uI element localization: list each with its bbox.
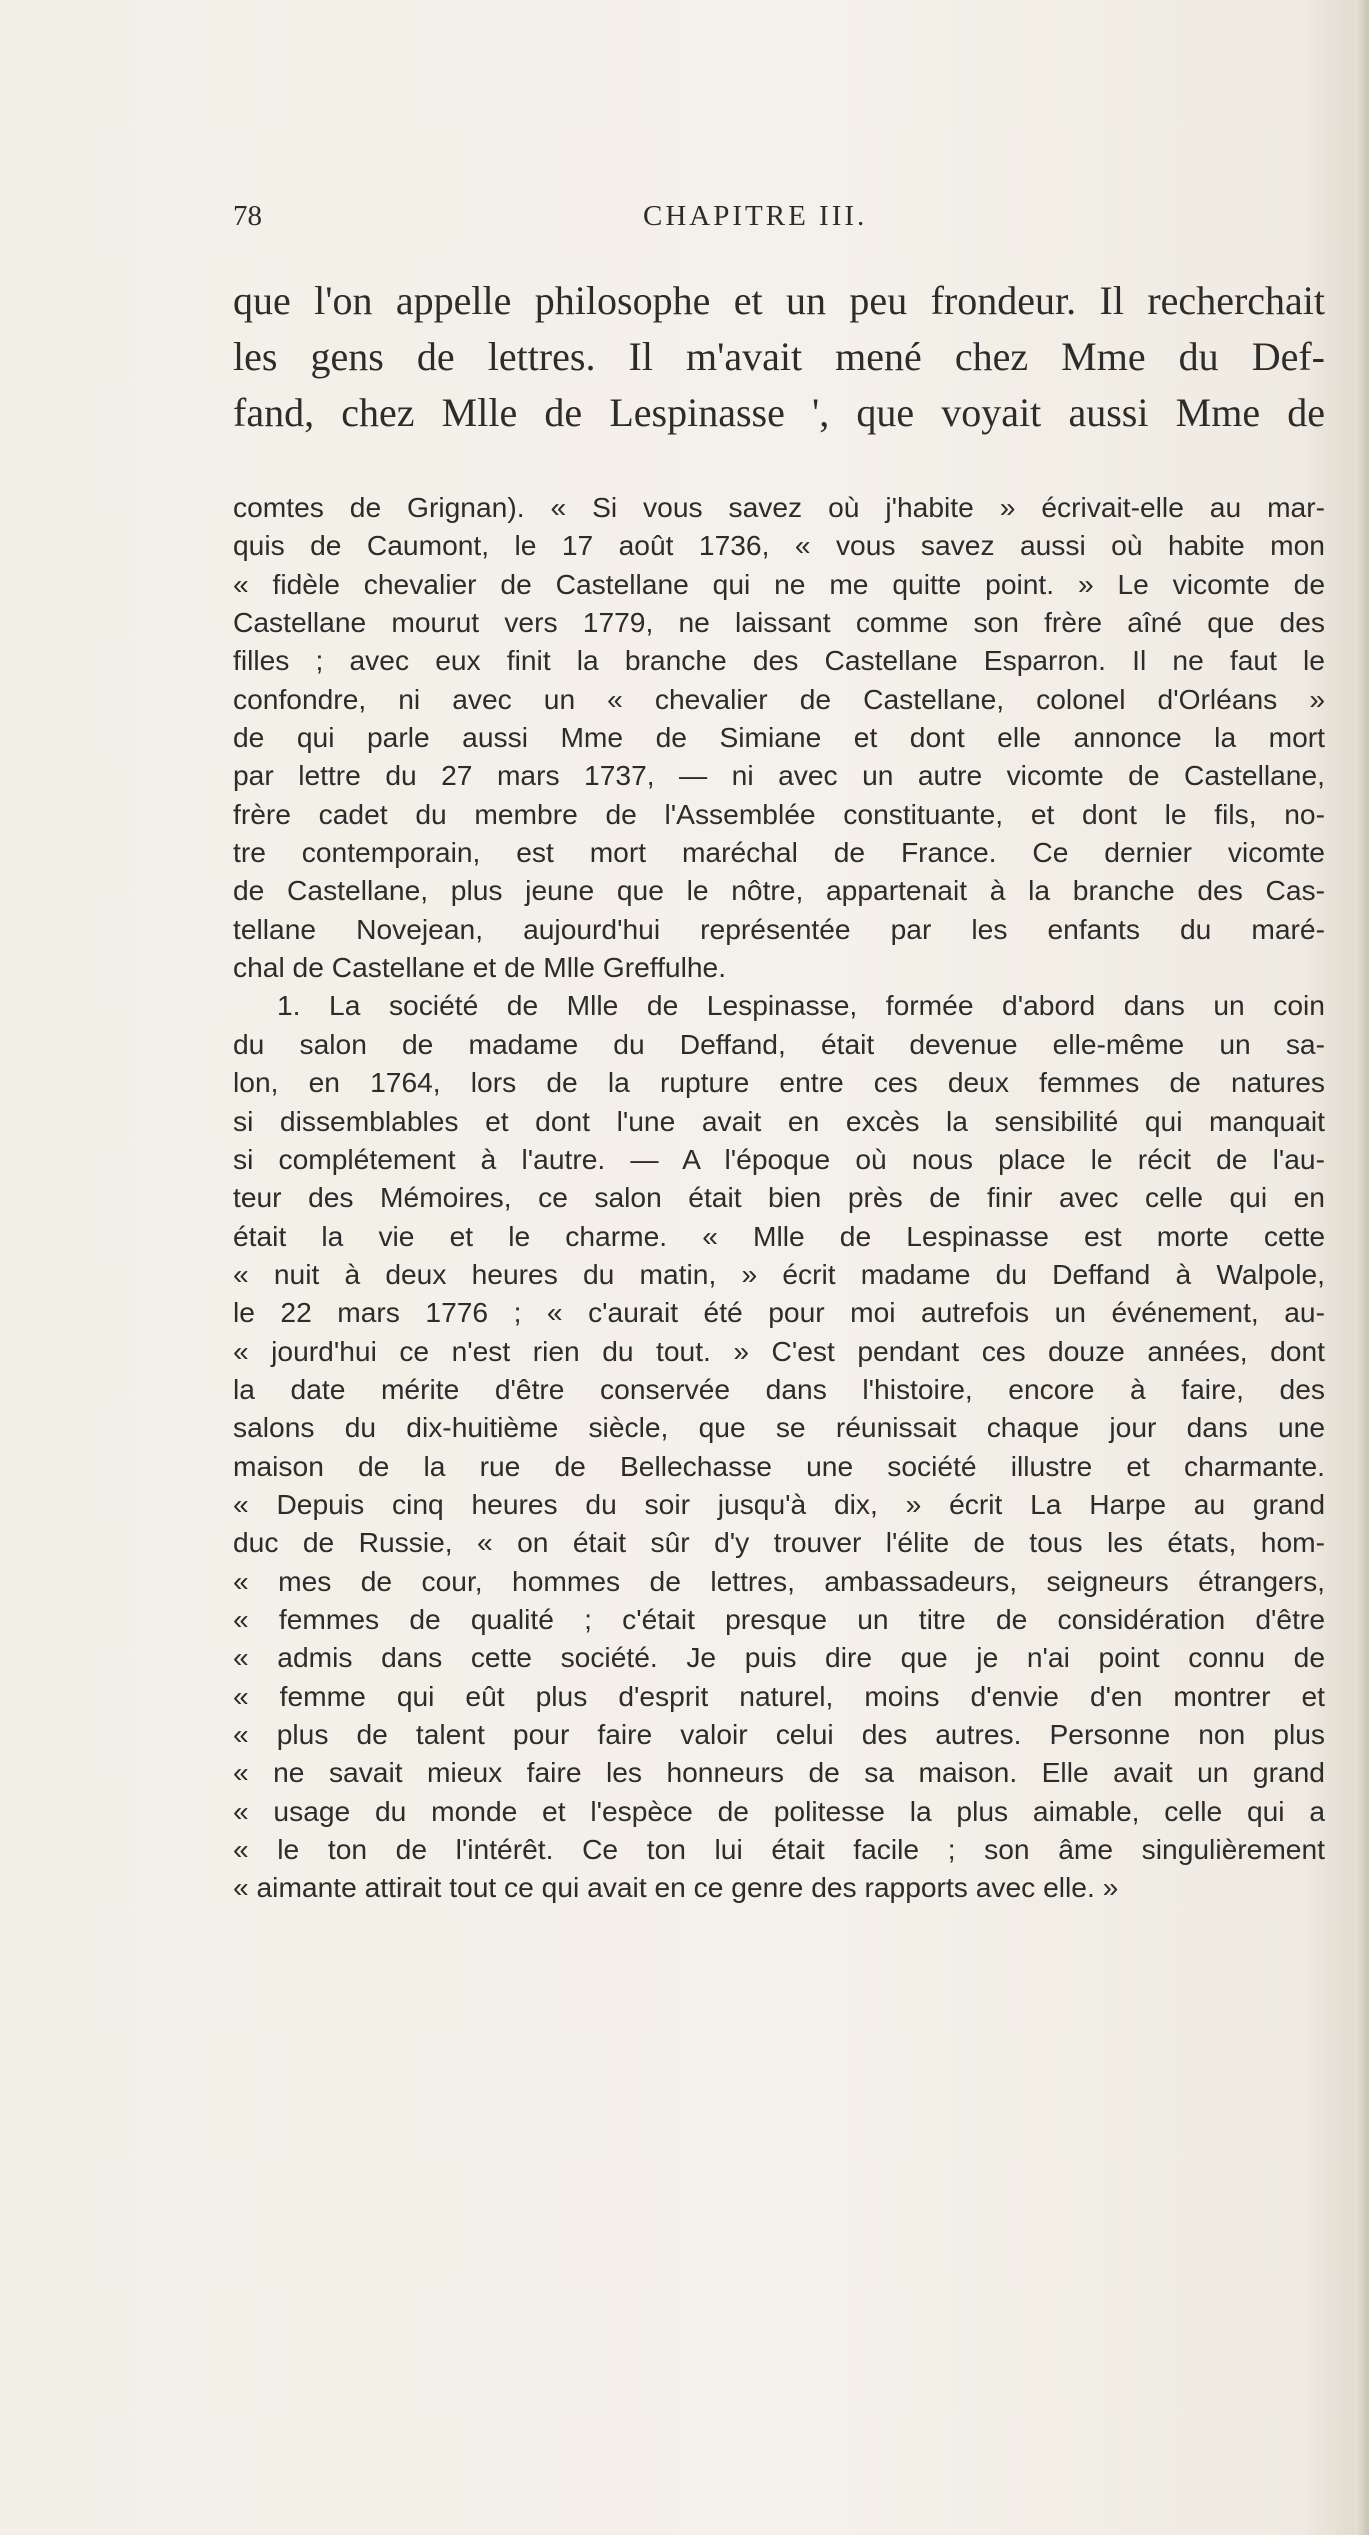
- footnote-line: « nuit à deux heures du matin, » écrit madame du Deffand à Walpole,: [233, 1257, 1325, 1290]
- footnote-line: frère cadet du membre de l'Assemblée constituante, et dont le fils, no-: [233, 797, 1325, 830]
- footnote-line: « le ton de l'intérêt. Ce ton lui était facile ; son âme singulièrement: [233, 1833, 1325, 1866]
- page-edge: [1355, 0, 1369, 2535]
- footnote-line: « Depuis cinq heures du soir jusqu'à dix, » écrit La Harpe au grand: [233, 1487, 1325, 1520]
- footnote-line: la date mérite d'être conservée dans l'histoire, encore à faire, des: [233, 1372, 1325, 1405]
- footnote-line: duc de Russie, « on était sûr d'y trouver l'élite de tous les états, hom-: [233, 1526, 1325, 1559]
- chapter-title: CHAPITRE III.: [643, 200, 868, 232]
- footnote-line: par lettre du 27 mars 1737, — ni avec un autre vicomte de Castellane,: [233, 759, 1325, 792]
- footnote-line: « admis dans cette société. Je puis dire que je n'ai point connu de: [233, 1641, 1325, 1674]
- footnote-line: « ne savait mieux faire les honneurs de sa maison. Elle avait un grand: [233, 1756, 1325, 1789]
- footnote-line: « femmes de qualité ; c'était presque un titre de considération d'être: [233, 1602, 1325, 1635]
- footnote-line: « plus de talent pour faire valoir celui des autres. Personne non plus: [233, 1718, 1325, 1750]
- footnote-line: chal de Castellane et de Mlle Greffulhe.: [233, 951, 727, 984]
- footnote-line: Castellane mourut vers 1779, ne laissant comme son frère aîné que des: [233, 606, 1325, 639]
- footnote-line: « femme qui eût plus d'esprit naturel, moins d'envie d'en montrer et: [233, 1679, 1325, 1712]
- footnote-line: teur des Mémoires, ce salon était bien près de finir avec celle qui en: [233, 1181, 1325, 1214]
- footnote-line: de qui parle aussi Mme de Simiane et dont elle annonce la mort: [233, 721, 1325, 754]
- footnote-line: maison de la rue de Bellechasse une société illustre et charmante.: [233, 1449, 1325, 1482]
- page-number: 78: [233, 200, 262, 232]
- footnote-line: si dissemblables et dont l'une avait en excès la sensibilité qui manquait: [233, 1104, 1325, 1137]
- footnote-line: confondre, ni avec un « chevalier de Castellane, colonel d'Orléans »: [233, 682, 1325, 715]
- footnote-line: « fidèle chevalier de Castellane qui ne me quitte point. » Le vicomte de: [233, 567, 1325, 600]
- main-text: [233, 273, 1325, 441]
- footnotes: [233, 488, 1325, 1907]
- text-line: que l'on appelle philosophe et un peu frondeur. Il recherchait: [233, 278, 1325, 323]
- footnote-line: filles ; avec eux finit la branche des Castellane Esparron. Il ne faut le: [233, 644, 1325, 677]
- footnote-line: « aimante attirait tout ce qui avait en ce genre des rapports avec elle. »: [233, 1871, 1119, 1904]
- footnote-line: 1. La société de Mlle de Lespinasse, formée d'abord dans un coin: [277, 989, 1325, 1022]
- footnote-line: lon, en 1764, lors de la rupture entre ces deux femmes de natures: [233, 1066, 1325, 1099]
- footnote-line: tellane Novejean, aujourd'hui représentée par les enfants du maré-: [233, 912, 1325, 945]
- footnote-line: était la vie et le charme. « Mlle de Lespinasse est morte cette: [233, 1219, 1325, 1252]
- footnote-line: le 22 mars 1776 ; « c'aurait été pour moi autrefois un événement, au-: [233, 1296, 1325, 1329]
- footnote-line: si complétement à l'autre. — A l'époque où nous place le récit de l'au-: [233, 1142, 1325, 1175]
- text-line: les gens de lettres. Il m'avait mené chez Mme du Def-: [233, 334, 1325, 379]
- footnote-line: quis de Caumont, le 17 août 1736, « vous savez aussi où habite mon: [233, 529, 1325, 562]
- footnote-line: « jourd'hui ce n'est rien du tout. » C'est pendant ces douze années, dont: [233, 1334, 1325, 1367]
- footnote-line: salons du dix-huitième siècle, que se réunissait chaque jour dans une: [233, 1411, 1325, 1444]
- text-line: fand, chez Mlle de Lespinasse ', que voyait aussi Mme de: [233, 390, 1325, 435]
- footnote-line: comtes de Grignan). « Si vous savez où j'habite » écrivait-elle au mar-: [233, 491, 1325, 523]
- footnote-line: « usage du monde et l'espèce de politesse la plus aimable, celle qui a: [233, 1794, 1325, 1827]
- footnote-line: « mes de cour, hommes de lettres, ambassadeurs, seigneurs étrangers,: [233, 1564, 1325, 1597]
- running-head: [233, 200, 1325, 244]
- footnote-line: tre contemporain, est mort maréchal de France. Ce dernier vicomte: [233, 836, 1325, 869]
- footnote-line: du salon de madame du Deffand, était devenue elle-même un sa-: [233, 1027, 1325, 1060]
- footnote-line: de Castellane, plus jeune que le nôtre, appartenait à la branche des Cas-: [233, 874, 1325, 907]
